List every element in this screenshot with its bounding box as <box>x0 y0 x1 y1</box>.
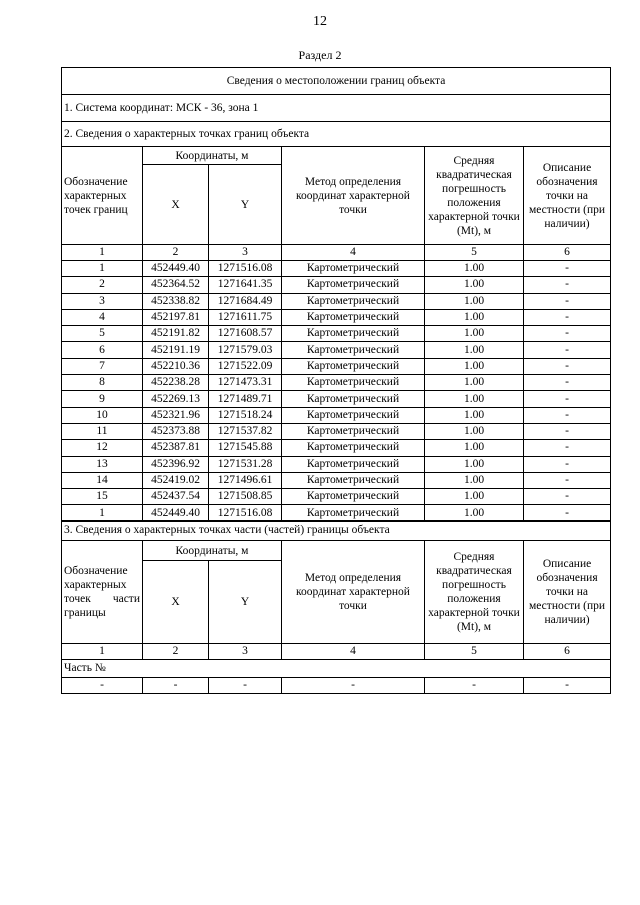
table-cell: - <box>524 678 611 694</box>
method-cell: Картометрический <box>282 326 425 342</box>
accuracy-cell: 1.00 <box>425 293 524 309</box>
point-number-cell: 10 <box>62 407 143 423</box>
part-designation-header: Обозначение характерных точек части границы <box>62 541 143 644</box>
part-description-header: Описание обозначения точки на местности (при наличии) <box>524 541 611 644</box>
x-cell: 452238.28 <box>143 375 209 391</box>
description-cell: - <box>524 456 611 472</box>
accuracy-header: Средняя квадратическая погрешность положения характерной точки (Mt), м <box>425 147 524 245</box>
point-number-cell: 3 <box>62 293 143 309</box>
method-cell: Картометрический <box>282 391 425 407</box>
method-cell: Картометрический <box>282 342 425 358</box>
point-number-cell: 4 <box>62 309 143 325</box>
x-cell: 452191.82 <box>143 326 209 342</box>
section2-title: 2. Сведения о характерных точках границ объекта <box>62 122 611 147</box>
description-cell: - <box>524 309 611 325</box>
col-number: 5 <box>425 245 524 261</box>
part-y-header: Y <box>209 561 282 644</box>
method-cell: Картометрический <box>282 472 425 488</box>
table-row <box>62 440 611 456</box>
accuracy-cell: 1.00 <box>425 277 524 293</box>
method-cell: Картометрический <box>282 277 425 293</box>
description-cell: - <box>524 472 611 488</box>
point-number-cell: 13 <box>62 456 143 472</box>
table-row <box>62 375 611 391</box>
point-number-cell: 5 <box>62 326 143 342</box>
coords-header: Координаты, м <box>143 147 282 165</box>
description-cell: - <box>524 375 611 391</box>
accuracy-cell: 1.00 <box>425 440 524 456</box>
boundary-table <box>61 67 611 522</box>
x-cell: 452449.40 <box>143 261 209 277</box>
description-header: Описание обозначения точки на местности (при наличии) <box>524 147 611 245</box>
y-cell: 1271489.71 <box>209 391 282 407</box>
x-cell: 452373.88 <box>143 423 209 439</box>
accuracy-cell: 1.00 <box>425 423 524 439</box>
accuracy-cell: 1.00 <box>425 375 524 391</box>
designation-header: Обозначение характерных точек границ <box>62 147 143 245</box>
y-cell: 1271537.82 <box>209 423 282 439</box>
description-cell: - <box>524 423 611 439</box>
method-cell: Картометрический <box>282 423 425 439</box>
page-number: 12 <box>313 14 327 29</box>
point-number-cell: 6 <box>62 342 143 358</box>
point-number-cell: 1 <box>62 505 143 521</box>
y-cell: 1271641.35 <box>209 277 282 293</box>
table-cell: - <box>143 678 209 694</box>
method-cell: Картометрический <box>282 407 425 423</box>
accuracy-cell: 1.00 <box>425 472 524 488</box>
y-cell: 1271473.31 <box>209 375 282 391</box>
method-cell: Картометрический <box>282 375 425 391</box>
x-cell: 452191.19 <box>143 342 209 358</box>
table-row <box>62 456 611 472</box>
table-row <box>62 423 611 439</box>
part-x-header: X <box>143 561 209 644</box>
method-cell: Картометрический <box>282 489 425 505</box>
x-cell: 452321.96 <box>143 407 209 423</box>
accuracy-cell: 1.00 <box>425 489 524 505</box>
method-header: Метод определения координат характерной точки <box>282 147 425 245</box>
x-cell: 452437.54 <box>143 489 209 505</box>
accuracy-cell: 1.00 <box>425 391 524 407</box>
y-cell: 1271545.88 <box>209 440 282 456</box>
table-row <box>62 472 611 488</box>
description-cell: - <box>524 407 611 423</box>
description-cell: - <box>524 293 611 309</box>
table-row <box>62 489 611 505</box>
description-cell: - <box>524 358 611 374</box>
part-column-numbers-row <box>62 644 611 660</box>
section3-title: 3. Сведения о характерных точках части (частей) границы объекта <box>62 521 611 541</box>
point-number-cell: 8 <box>62 375 143 391</box>
x-cell: 452419.02 <box>143 472 209 488</box>
accuracy-cell: 1.00 <box>425 309 524 325</box>
part-boundary-table <box>61 520 611 694</box>
x-cell: 452387.81 <box>143 440 209 456</box>
point-number-cell: 14 <box>62 472 143 488</box>
table-row <box>62 277 611 293</box>
y-cell: 1271516.08 <box>209 505 282 521</box>
y-cell: 1271522.09 <box>209 358 282 374</box>
col-number: 4 <box>282 644 425 660</box>
y-cell: 1271508.85 <box>209 489 282 505</box>
col-number: 6 <box>524 644 611 660</box>
description-cell: - <box>524 277 611 293</box>
point-number-cell: 11 <box>62 423 143 439</box>
method-cell: Картометрический <box>282 261 425 277</box>
description-cell: - <box>524 342 611 358</box>
y-cell: 1271531.28 <box>209 456 282 472</box>
part-coords-header: Координаты, м <box>143 541 282 561</box>
table-row <box>62 309 611 325</box>
accuracy-cell: 1.00 <box>425 358 524 374</box>
x-cell: 452197.81 <box>143 309 209 325</box>
accuracy-cell: 1.00 <box>425 342 524 358</box>
method-cell: Картометрический <box>282 456 425 472</box>
y-cell: 1271611.75 <box>209 309 282 325</box>
table-row <box>62 391 611 407</box>
description-cell: - <box>524 326 611 342</box>
y-cell: 1271579.03 <box>209 342 282 358</box>
x-cell: 452338.82 <box>143 293 209 309</box>
table-row <box>62 261 611 277</box>
table-row <box>62 358 611 374</box>
accuracy-cell: 1.00 <box>425 326 524 342</box>
x-header: X <box>143 165 209 245</box>
y-cell: 1271496.61 <box>209 472 282 488</box>
col-number: 4 <box>282 245 425 261</box>
accuracy-cell: 1.00 <box>425 261 524 277</box>
column-numbers-row <box>62 245 611 261</box>
point-number-cell: 7 <box>62 358 143 374</box>
x-cell: 452269.13 <box>143 391 209 407</box>
col-number: 5 <box>425 644 524 660</box>
table-row <box>62 293 611 309</box>
table-row <box>62 342 611 358</box>
section-label: Раздел 2 <box>298 48 342 62</box>
part-method-header: Метод определения координат характерной точки <box>282 541 425 644</box>
col-number: 1 <box>62 644 143 660</box>
y-cell: 1271684.49 <box>209 293 282 309</box>
method-cell: Картометрический <box>282 293 425 309</box>
col-number: 2 <box>143 245 209 261</box>
part-empty-row <box>62 678 611 694</box>
col-number: 3 <box>209 644 282 660</box>
y-cell: 1271608.57 <box>209 326 282 342</box>
description-cell: - <box>524 440 611 456</box>
description-cell: - <box>524 261 611 277</box>
description-cell: - <box>524 391 611 407</box>
table-row <box>62 505 611 521</box>
y-cell: 1271516.08 <box>209 261 282 277</box>
col-number: 3 <box>209 245 282 261</box>
table-row <box>62 407 611 423</box>
table-title: Сведения о местоположении границ объекта <box>62 68 611 95</box>
part-label: Часть № <box>62 660 611 678</box>
method-cell: Картометрический <box>282 309 425 325</box>
y-cell: 1271518.24 <box>209 407 282 423</box>
description-cell: - <box>524 489 611 505</box>
method-cell: Картометрический <box>282 440 425 456</box>
point-number-cell: 9 <box>62 391 143 407</box>
accuracy-cell: 1.00 <box>425 407 524 423</box>
point-number-cell: 12 <box>62 440 143 456</box>
description-cell: - <box>524 505 611 521</box>
col-number: 2 <box>143 644 209 660</box>
x-cell: 452449.40 <box>143 505 209 521</box>
accuracy-cell: 1.00 <box>425 505 524 521</box>
table-row <box>62 326 611 342</box>
point-number-cell: 1 <box>62 261 143 277</box>
col-number: 6 <box>524 245 611 261</box>
table-cell: - <box>209 678 282 694</box>
x-cell: 452396.92 <box>143 456 209 472</box>
accuracy-cell: 1.00 <box>425 456 524 472</box>
point-number-cell: 15 <box>62 489 143 505</box>
coord-system: 1. Система координат: МСК - 36, зона 1 <box>62 95 611 122</box>
y-header: Y <box>209 165 282 245</box>
point-number-cell: 2 <box>62 277 143 293</box>
x-cell: 452364.52 <box>143 277 209 293</box>
table-cell: - <box>62 678 143 694</box>
col-number: 1 <box>62 245 143 261</box>
table-cell: - <box>282 678 425 694</box>
table-cell: - <box>425 678 524 694</box>
x-cell: 452210.36 <box>143 358 209 374</box>
method-cell: Картометрический <box>282 505 425 521</box>
method-cell: Картометрический <box>282 358 425 374</box>
part-accuracy-header: Средняя квадратическая погрешность положения характерной точки (Mt), м <box>425 541 524 644</box>
